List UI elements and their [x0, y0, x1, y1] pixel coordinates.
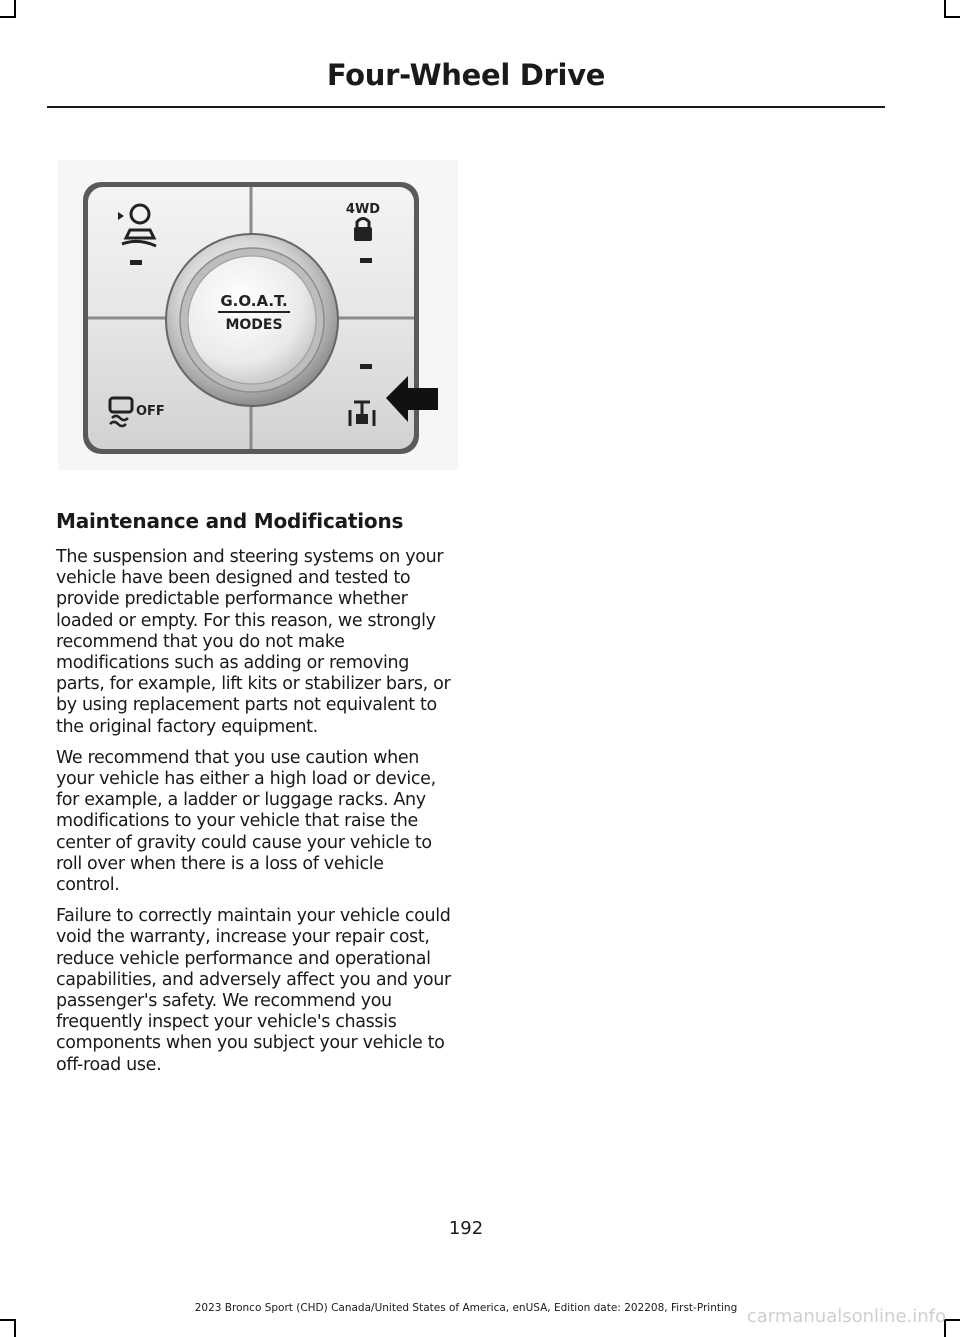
- indicator-lamp: [360, 364, 372, 369]
- crop-mark: [0, 1319, 16, 1321]
- knob-label-goat: G.O.A.T.: [220, 292, 288, 310]
- header-divider: [47, 106, 885, 108]
- page-header-title: Four-Wheel Drive: [326, 58, 606, 92]
- page-footer: 2023 Bronco Sport (CHD) Canada/United States of America, enUSA, Edition date: 202208, First-Printing: [194, 1302, 738, 1314]
- crop-mark: [944, 16, 960, 18]
- paragraph: The suspension and steering systems on your vehicle have been designed and tested to provide predictable performance whether loaded or empty. For this reason, we strongly recommend that you do not make modifications such as adding or removing parts, for example, lift kits or stabilizer bars, or by using replacement parts not equivalent to the original factory equipment.: [56, 547, 451, 737]
- drive-mode-panel-figure: [58, 160, 458, 470]
- watermark: carmanualsonline.info: [746, 1306, 946, 1327]
- section-heading: Maintenance and Modifications: [56, 509, 404, 533]
- crop-mark: [14, 1319, 16, 1337]
- knob-label-modes: MODES: [225, 317, 283, 333]
- page-number: 192: [448, 1218, 484, 1239]
- paragraph: Failure to correctly maintain your vehicle could void the warranty, increase your repair cost, reduce vehicle performance and operational capabilities, and adversely affect you and your passenger's safety. We recommend you frequently inspect your vehicle's chassis components when you subject your vehicle to off-road use.: [56, 906, 451, 1075]
- body-text: [56, 547, 452, 1086]
- crop-mark: [0, 16, 16, 18]
- label-off: OFF: [136, 404, 165, 419]
- crop-mark: [944, 1319, 960, 1321]
- label-4wd: 4WD: [345, 202, 381, 217]
- paragraph: We recommend that you use caution when your vehicle has either a high load or device, for example, a ladder or luggage racks. Any modifications to your vehicle that raise the center of gravity could cause your vehicle to roll over when there is a loss of vehicle control.: [56, 747, 436, 896]
- indicator-lamp: [130, 260, 142, 265]
- indicator-lamp: [360, 258, 372, 263]
